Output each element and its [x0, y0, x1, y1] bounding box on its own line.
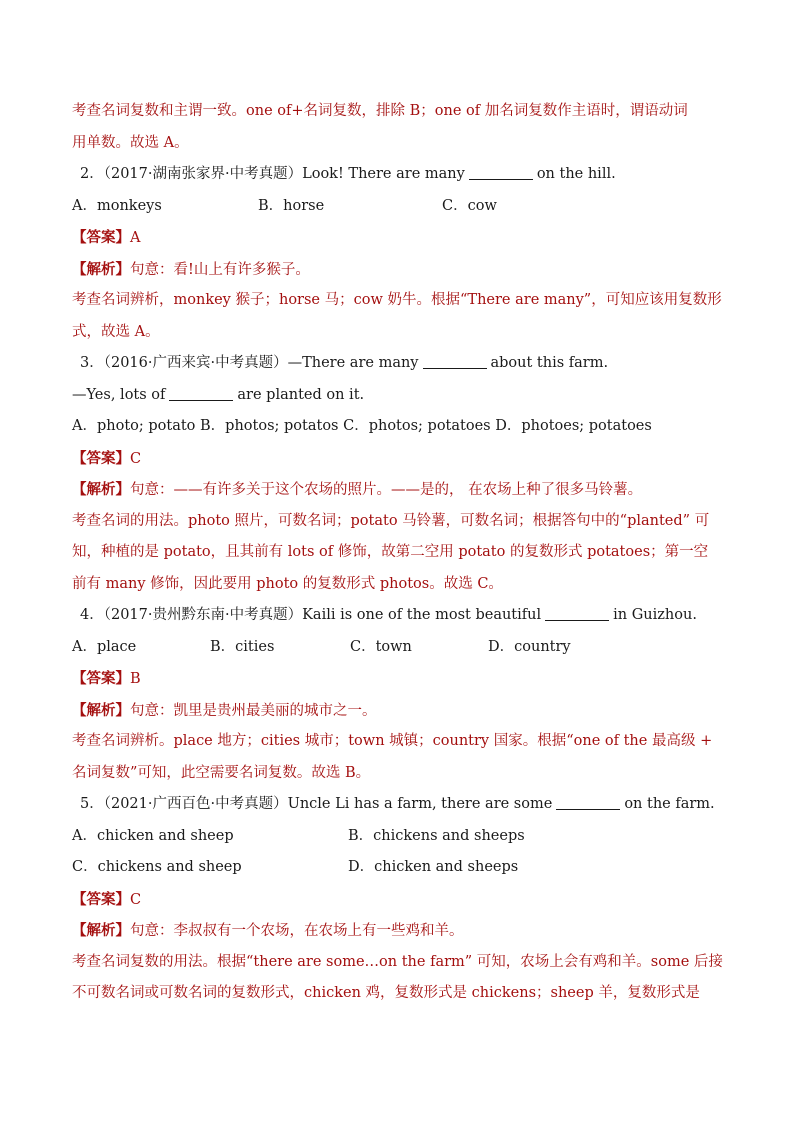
- analysis-line: 【解析】句意：看!山上有许多猴子。: [72, 260, 310, 278]
- option-a: A．chicken and sheep: [72, 827, 234, 844]
- explanation-line: 考查名词辨析，monkey 猴子；horse 马；cow 奶牛。根据“There are many”，可知应该用复数形: [72, 292, 722, 308]
- analysis-tag: 【解析】: [72, 922, 130, 939]
- answer-blank: [423, 354, 487, 369]
- answer-line: [72, 663, 724, 695]
- explanation-line: 考查名词的用法。photo 照片，可数名词；potato 马铃薯，可数名词；根据答句中的“planted” 可: [72, 512, 710, 529]
- answer-blank: [169, 386, 233, 401]
- option-c: C．town: [350, 638, 412, 655]
- question-3-options: A．photo; potato B．photos; potatos C．photos; potatoes D．photoes; potatoes: [72, 418, 652, 434]
- option-c: C．chickens and sheep: [72, 859, 242, 875]
- explanation-line: 名词复数”可知，此空需要名词复数。故选 B。: [72, 764, 371, 781]
- question-5-options-row2: [72, 852, 724, 884]
- question-4-options: [72, 632, 724, 664]
- option-b: B．chickens and sheeps: [348, 827, 525, 844]
- explanation-line: 考查名词复数的用法。根据“there are some…on the farm” 可知，农场上会有鸡和羊。some 后接: [72, 953, 723, 970]
- analysis-tag: 【解析】: [72, 260, 130, 278]
- answer-value: B: [130, 671, 141, 687]
- option-c: C．cow: [442, 197, 497, 214]
- question-5-stem: 5．（2021·广西百色·中考真题）Uncle Li has a farm, there are some on the farm.: [80, 796, 715, 812]
- explanation-line: 知，种植的是 potato，且其前有 lots of 修饰，故第二空用 potato 的复数形式 potatoes；第一空: [72, 544, 709, 560]
- answer-line: [72, 222, 724, 254]
- option-a: A．monkeys: [72, 197, 162, 214]
- explanation-line: 用单数。故选 A。: [72, 134, 189, 151]
- answer-blank: [556, 795, 620, 810]
- question-4-stem: 4．（2017·贵州黔东南·中考真题）Kaili is one of the most beautiful in Guizhou.: [80, 607, 697, 623]
- answer-value: C: [130, 891, 142, 908]
- analysis-line: 【解析】句意：凯里是贵州最美丽的城市之一。: [72, 701, 377, 719]
- question-3-reply: —Yes, lots of are planted on it.: [72, 386, 365, 403]
- answer-value: A: [130, 230, 141, 246]
- answer-tag: 【答案】: [72, 229, 130, 246]
- question-5-options-row1: [72, 821, 724, 853]
- answer-blank: [469, 165, 533, 180]
- answer-tag: 【答案】: [72, 670, 130, 687]
- option-d: D．country: [488, 638, 571, 655]
- analysis-tag: 【解析】: [72, 701, 130, 719]
- answer-value: C: [130, 450, 142, 467]
- option-b: B．horse: [258, 197, 325, 214]
- explanation-line: 前有 many 修饰，因此要用 photo 的复数形式 photos。故选 C。: [72, 575, 503, 592]
- question-3-stem: 3．（2016·广西来宾·中考真题）—There are many about this farm.: [80, 355, 609, 371]
- analysis-line: 【解析】句意：——有许多关于这个农场的照片。——是的， 在农场上种了很多马铃薯。: [72, 481, 643, 498]
- answer-blank: [545, 606, 609, 621]
- analysis-line: 【解析】句意：李叔叔有一个农场，在农场上有一些鸡和羊。: [72, 922, 464, 939]
- answer-line: [72, 884, 724, 916]
- explanation-line: 考查名词复数和主谓一致。one of+名词复数，排除 B；one of 加名词复数作主语时，谓语动词: [72, 103, 688, 119]
- option-a: A．place: [72, 638, 137, 655]
- explanation-line: 式，故选 A。: [72, 323, 160, 340]
- answer-tag: 【答案】: [72, 449, 130, 467]
- explanation-line: 不可数名词或可数名词的复数形式，chicken 鸡，复数形式是 chickens；sheep 羊，复数形式是: [72, 985, 700, 1001]
- answer-line: [72, 443, 724, 475]
- explanation-line: 考查名词辨析。place 地方；cities 城市；town 城镇；country 国家。根据“one of the 最高级 +: [72, 733, 713, 749]
- option-b: B．cities: [210, 638, 275, 655]
- answer-tag: 【答案】: [72, 890, 130, 908]
- question-2-options: [72, 191, 724, 223]
- question-2-stem: 2．（2017·湖南张家界·中考真题）Look! There are many on the hill.: [80, 166, 616, 182]
- analysis-tag: 【解析】: [72, 481, 130, 498]
- document-page: [72, 96, 724, 1010]
- option-d: D．chicken and sheeps: [348, 859, 519, 875]
